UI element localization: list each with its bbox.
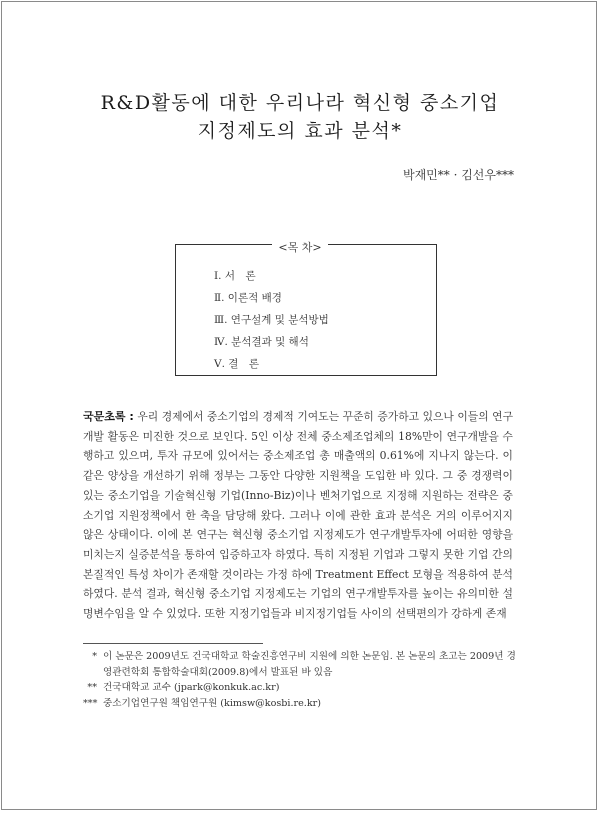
abstract-label: 국문초록 : (83, 410, 134, 423)
table-of-contents-list (214, 265, 434, 375)
toc-item-theoretical-background: Ⅱ. 이론적 배경 (214, 292, 282, 304)
footnote-author-2 (83, 696, 523, 712)
toc-heading-text: <목 차> (272, 241, 327, 254)
toc-item-introduction: Ⅰ. 서 론 (214, 270, 256, 282)
toc-item-results: Ⅳ. 분석결과 및 해석 (214, 336, 309, 348)
toc-item-research-design: Ⅲ. 연구설계 및 분석방법 (214, 314, 329, 326)
footnote-text: 건국대학교 교수 (jpark@konkuk.ac.kr) (103, 682, 280, 693)
toc-item-conclusion: Ⅴ. 결 론 (214, 358, 260, 370)
footnote-divider (83, 643, 263, 644)
footnote-mark: *** (83, 697, 98, 709)
author-list: 박재민** · 김선우*** (403, 168, 514, 182)
footnote-author-1 (83, 680, 523, 696)
footnote-funding (83, 649, 523, 680)
footnotes (83, 649, 523, 711)
footnote-text: 이 논문은 2009년도 건국대학교 학술진흥연구비 지원에 의한 논문임. 본 논문의 초고는 2009년 경영관련학회 통합학술대회(2009.8)에서 발표된 바 있음 (103, 651, 516, 678)
footnote-mark: ** (87, 682, 97, 693)
table-of-contents-heading (0, 239, 600, 255)
footnote-text: 중소기업연구원 책임연구원 (kimsw@kosbi.re.kr) (103, 697, 321, 709)
korean-abstract (83, 407, 513, 624)
paper-title-line-1: R&D활동에 대한 우리나라 혁신형 중소기업 (100, 92, 500, 114)
footnote-mark: * (92, 651, 97, 662)
paper-title-line-2: 지정제도의 효과 분석* (197, 120, 403, 142)
abstract-text: 우리 경제에서 중소기업의 경제적 기여도는 꾸준히 증가하고 있으나 이들의 연구개발 활동은 미진한 것으로 보인다. 5인 이상 전체 중소제조업체의 18%만이 연구개발을 수행하고 있으며, 투자 규모에 있어서는 중소제조업 총 매출액의 0.61%에 지나지 않는다. 이 같은 양상을 개선하기 위해 정부는 그동안 다양한 지원책을 도입한 바 있다. 그 중 경쟁력이 있는 중소기업을 기술혁신형 기업(Inno-Biz)이나 벤처기업으로 지정해 지원하는 전략은 중소기업 지원정책에서 한 축을 담당해 왔다. 그러나 이에 관한 효과 분석은 거의 이루어지지 않은 상태이다. 이에 본 연구는 혁신형 중소기업 지정제도가 연구개발투자에 어떠한 영향을 미치는지 실증분석을 통하여 입증하고자 하였다. 특히 지정된 기업과 그렇지 못한 기업 간의 본질적인 특성 차이가 존재할 것이라는 가정 하에 Treatment Effect 모형을 적용하여 분석하였다. 분석 결과, 혁신형 중소기업 지정제도는 기업의 연구개발투자를 높이는 유의미한 설명변수임을 알 수 있었다. 또한 지정기업들과 비지정기업들 사이의 선택편의가 강하게 존재 (83, 410, 514, 621)
